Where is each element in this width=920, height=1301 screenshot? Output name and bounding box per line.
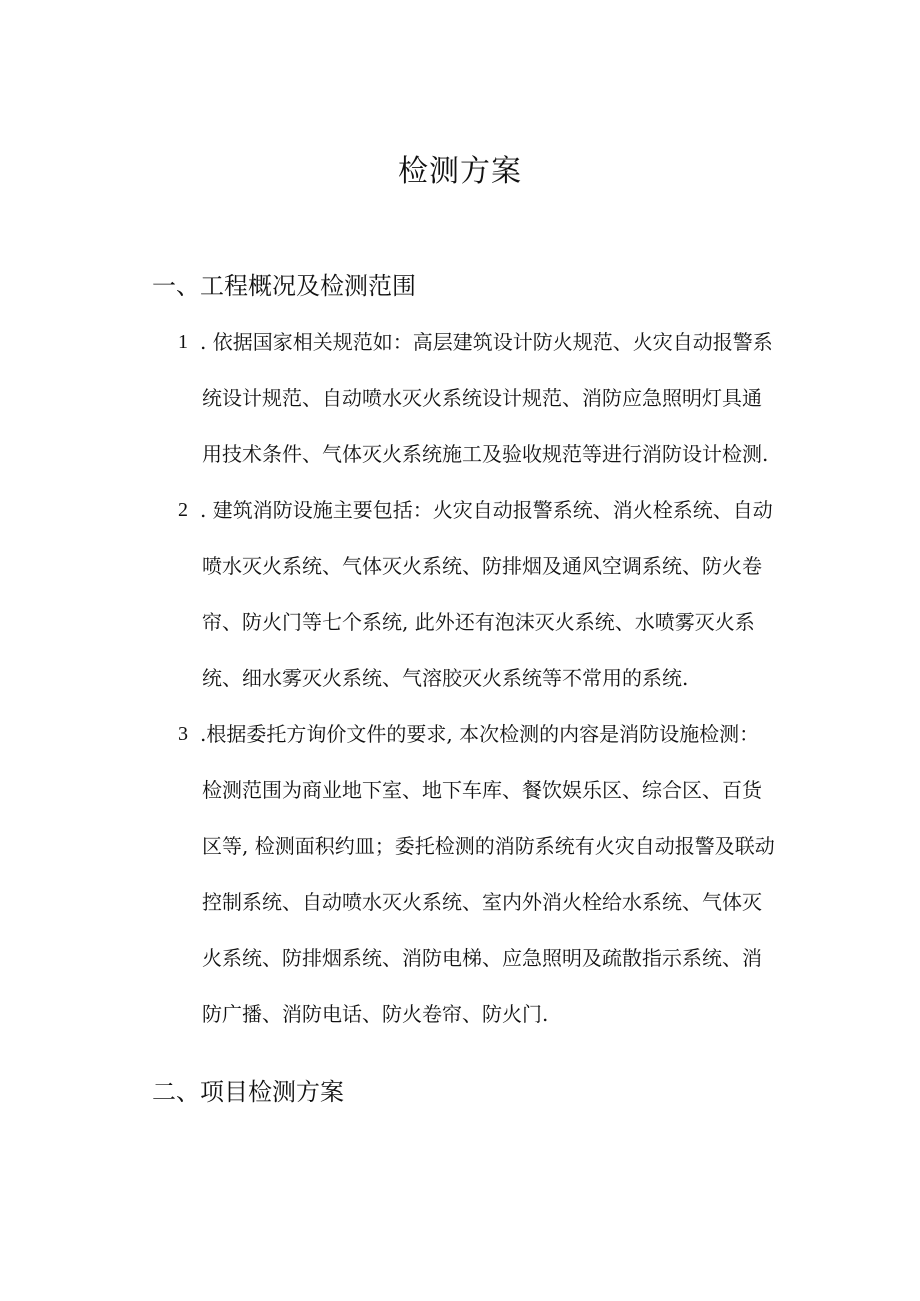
paragraph-line: 统、细水雾灭火系统、气溶胶灭火系统等不常用的系统. xyxy=(202,666,689,690)
paragraph-line: . 建筑消防设施主要包括：火灾自动报警系统、消火栓系统、自动 xyxy=(200,498,773,522)
list-item-1 xyxy=(178,314,828,482)
paragraph-line: 防广播、消防电话、防火卷帘、防火门. xyxy=(202,1002,549,1026)
item-number: 1 xyxy=(178,331,188,353)
paragraph-line: 帘、防火门等七个系统, 此外还有泡沫灭火系统、水喷雾灭火系 xyxy=(202,610,755,634)
paragraph-line: .根据委托方询价文件的要求, 本次检测的内容是消防设施检测： xyxy=(200,722,760,746)
item-number: 2 xyxy=(178,499,188,521)
list-item-2 xyxy=(178,482,828,706)
paragraph-line: 用技术条件、气体灭火系统施工及验收规范等进行消防设计检测. xyxy=(202,442,769,466)
section-heading-plan: 二、项目检测方案 xyxy=(152,1078,344,1106)
item-number: 3 xyxy=(178,723,188,745)
paragraph-line: 统设计规范、自动喷水灭火系统设计规范、消防应急照明灯具通 xyxy=(202,386,762,410)
paragraph-line: 火系统、防排烟系统、消防电梯、应急照明及疏散指示系统、消 xyxy=(202,946,762,970)
document-title: 检测方案 xyxy=(398,154,522,189)
paragraph-line: 喷水灭火系统、气体灭火系统、防排烟及通风空调系统、防火卷 xyxy=(202,554,762,578)
paragraph-line: 检测范围为商业地下室、地下车库、餐饮娱乐区、综合区、百货 xyxy=(202,778,762,802)
paragraph-line: 控制系统、自动喷水灭火系统、室内外消火栓给水系统、气体灭 xyxy=(202,890,762,914)
section-heading-overview: 一、工程概况及检测范围 xyxy=(152,272,416,300)
paragraph-line: 区等, 检测面积约皿；委托检测的消防系统有火灾自动报警及联动 xyxy=(202,834,775,858)
paragraph-line: . 依据国家相关规范如：高层建筑设计防火规范、火灾自动报警系 xyxy=(200,330,773,354)
list-item-3 xyxy=(178,706,828,1042)
